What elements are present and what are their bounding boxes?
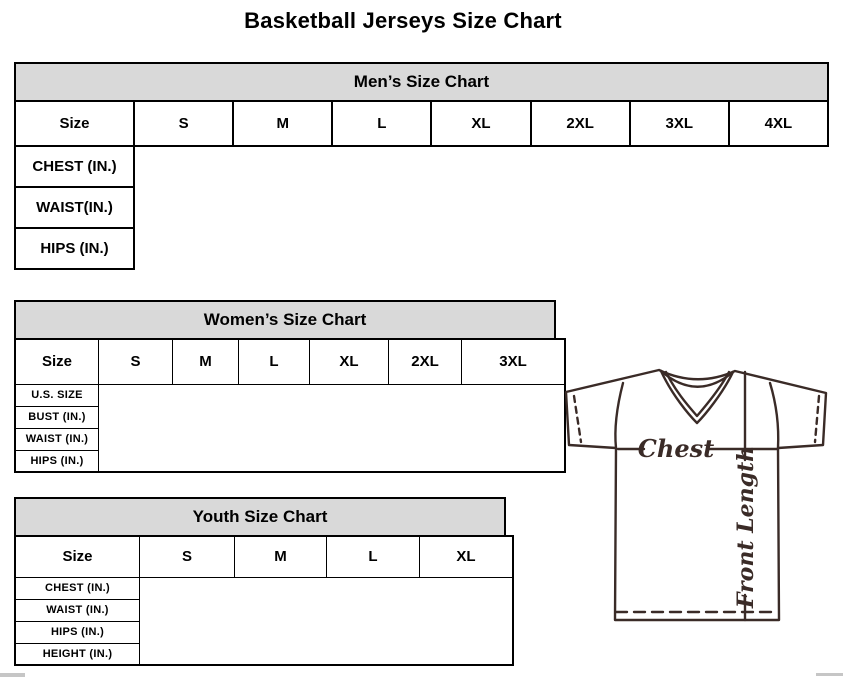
womens-size-chart xyxy=(14,300,556,473)
page-title: Basketball Jerseys Size Chart xyxy=(244,8,562,33)
chest-label: Chest xyxy=(637,434,715,463)
row-label: CHEST (IN.) xyxy=(15,577,140,599)
table-row xyxy=(15,450,565,472)
row-label: HIPS (IN.) xyxy=(15,621,140,643)
table-row xyxy=(15,621,513,643)
header-row xyxy=(15,536,513,577)
table-row xyxy=(15,384,565,406)
row-label: WAIST(IN.) xyxy=(15,187,134,228)
womens-size-table xyxy=(14,338,566,473)
row-label: HIPS (IN.) xyxy=(15,450,99,472)
table-row xyxy=(15,599,513,621)
jersey-left-sleeve-hem-dashed xyxy=(574,396,581,442)
column-header: M xyxy=(235,536,327,577)
column-header: XL xyxy=(431,101,530,146)
jersey-diagram-svg xyxy=(558,362,836,628)
row-label: U.S. SIZE xyxy=(15,384,99,406)
row-label: CHEST (IN.) xyxy=(15,146,134,187)
jersey-right-seam xyxy=(770,383,778,448)
jersey-measurement-diagram xyxy=(558,362,836,628)
column-header: M xyxy=(173,339,239,384)
column-header: S xyxy=(134,101,233,146)
mens-chart-header: Men’s Size Chart xyxy=(14,62,829,100)
horizontal-scrollbar-fragment-left[interactable] xyxy=(0,673,25,677)
table-row xyxy=(15,643,513,665)
column-header: Size xyxy=(15,339,99,384)
mens-size-table xyxy=(14,100,829,270)
column-header: Size xyxy=(15,101,134,146)
row-label: WAIST (IN.) xyxy=(15,599,140,621)
table-row xyxy=(15,577,513,599)
jersey-left-seam xyxy=(615,383,623,448)
youth-size-table xyxy=(14,535,514,666)
table-row xyxy=(15,406,565,428)
column-header: 3XL xyxy=(630,101,729,146)
table-row xyxy=(15,146,828,187)
column-header: S xyxy=(140,536,235,577)
jersey-right-sleeve-hem-dashed xyxy=(815,396,819,442)
column-header: Size xyxy=(15,536,140,577)
table-row xyxy=(15,428,565,450)
column-header: L xyxy=(327,536,420,577)
column-header: L xyxy=(332,101,431,146)
column-header: L xyxy=(239,339,310,384)
column-header: XL xyxy=(310,339,389,384)
row-label: HEIGHT (IN.) xyxy=(15,643,140,665)
mens-size-chart xyxy=(14,62,829,270)
column-header: 3XL xyxy=(462,339,566,384)
table-row xyxy=(15,187,828,228)
header-row xyxy=(15,101,828,146)
jersey-outline xyxy=(566,370,826,620)
column-header: XL xyxy=(420,536,514,577)
column-header: 2XL xyxy=(531,101,630,146)
table-row xyxy=(15,228,828,269)
row-label: WAIST (IN.) xyxy=(15,428,99,450)
column-header: M xyxy=(233,101,332,146)
column-header: 4XL xyxy=(729,101,828,146)
header-row xyxy=(15,339,565,384)
column-header: 2XL xyxy=(389,339,462,384)
youth-size-chart xyxy=(14,497,506,666)
front-length-label: Front Length xyxy=(733,445,759,609)
horizontal-scrollbar-fragment-right[interactable] xyxy=(816,673,843,676)
youth-chart-header: Youth Size Chart xyxy=(14,497,506,535)
womens-chart-header: Women’s Size Chart xyxy=(14,300,556,338)
row-label: BUST (IN.) xyxy=(15,406,99,428)
row-label: HIPS (IN.) xyxy=(15,228,134,269)
column-header: S xyxy=(99,339,173,384)
